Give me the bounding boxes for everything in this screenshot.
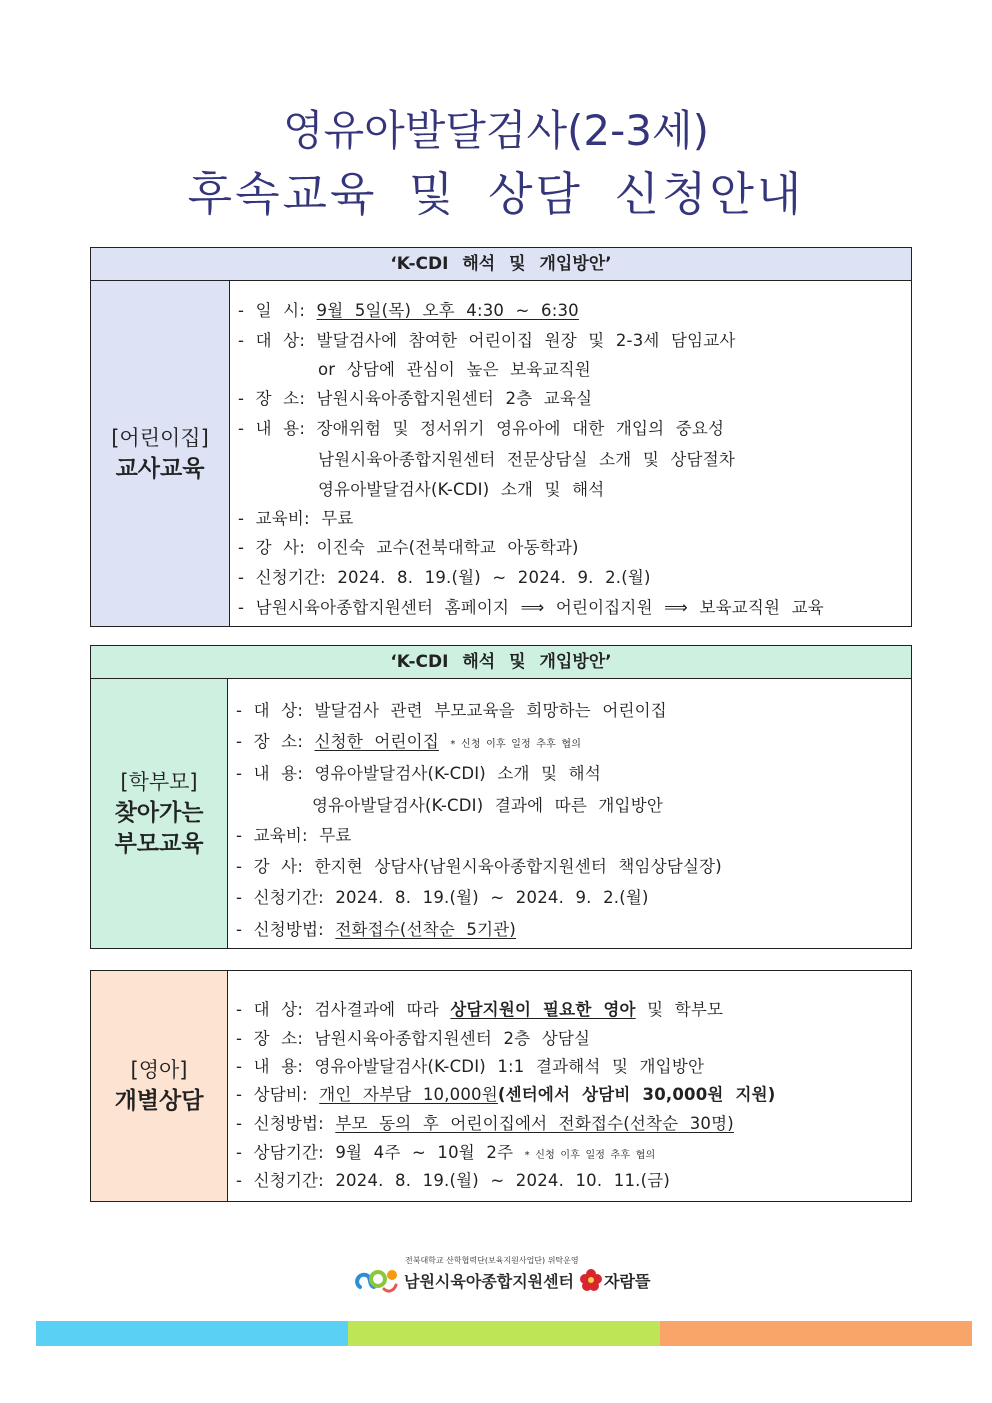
consult-label: - 상담기간: 9월 4주 ~ 10월 2주	[236, 1143, 514, 1162]
detail-lecturer: - 강 사: 이진숙 교수(전북대학교 아동학과)	[238, 538, 579, 557]
detail-content: - 내 용: 영유아발달검사(K-CDI) 1:1 결과해석 및 개입방안	[236, 1057, 705, 1076]
section-details	[228, 679, 911, 948]
side-tag: [어린이집]	[111, 425, 209, 450]
footer-bar-green	[348, 1321, 660, 1346]
detail-target: - 대 상: 발달검사 관련 부모교육을 희망하는 어린이집	[236, 701, 667, 720]
section-parent-education	[90, 645, 912, 949]
detail-fee	[236, 1081, 775, 1105]
detail-content-2: 영유아발달검사(K-CDI) 결과에 따른 개입방안	[312, 796, 663, 815]
footer-bar-blue	[36, 1321, 348, 1346]
detail-date	[238, 297, 579, 321]
section-teacher-education	[90, 247, 912, 627]
footer-center-name: 남원시육아종합지원센터	[404, 1271, 575, 1291]
detail-place: - 장 소: 남원시육아종합지원센터 2층 상담실	[236, 1029, 591, 1048]
section-side-label	[91, 679, 228, 948]
detail-period: - 신청기간: 2024. 8. 19.(월) ~ 2024. 9. 2.(월)	[238, 568, 651, 587]
section-header: ‘K-CDI 해석 및 개입방안’	[91, 248, 911, 281]
section-details	[230, 281, 911, 626]
content-value: 장애위험 및 정서위기 영유아에 대한 개입의 중요성	[316, 419, 725, 438]
detail-period: - 신청기간: 2024. 8. 19.(월) ~ 2024. 10. 11.(금)	[236, 1171, 671, 1190]
place-note: * 신청 이후 일정 추후 협의	[450, 739, 582, 750]
detail-fee: - 교육비: 무료	[236, 826, 352, 845]
method-value: 부모 동의 후 어린이집에서 전화접수(선착순 30명)	[335, 1114, 734, 1133]
fee-value: 개인 자부담 10,000원	[319, 1085, 498, 1104]
target-value: 발달검사에 참여한 어린이집 원장 및 2-3세 담임교사	[316, 331, 736, 350]
method-label: - 신청방법:	[236, 1114, 324, 1133]
section-details	[228, 971, 911, 1201]
footer-operator: 전북대학교 산학협력단(보육지원사업단) 위탁운영	[405, 1256, 579, 1265]
detail-content-2: 남원시육아종합지원센터 전문상담실 소개 및 상담절차	[318, 450, 735, 469]
side-name-1: 찾아가는	[114, 800, 204, 826]
side-name: 교사교육	[115, 455, 205, 482]
date-value: 9월 5일(목) 오후 4:30 ~ 6:30	[316, 301, 579, 320]
detail-consult-period	[236, 1139, 655, 1163]
target-bold: 상담지원이 필요한 영아	[450, 1000, 636, 1019]
flower-icon	[580, 1269, 602, 1291]
date-label: - 일 시:	[238, 301, 306, 320]
title-line-2: 후속교육 및 상담 신청안내	[187, 167, 805, 221]
detail-fee: - 교육비: 무료	[238, 509, 354, 528]
section-individual-counseling	[90, 970, 912, 1202]
title-line-1: 영유아발달검사(2-3세)	[283, 106, 709, 155]
place-value: 남원시육아종합지원센터 2층 교육실	[316, 389, 593, 408]
detail-method	[236, 916, 516, 940]
content-value: 영유아발달검사(K-CDI) 소개 및 해석	[314, 764, 601, 783]
consult-note: * 신청 이후 일정 추후 협의	[524, 1150, 656, 1161]
fee-label: - 상담비:	[236, 1085, 308, 1104]
method-label: - 신청방법:	[236, 920, 324, 939]
place-value: 신청한 어린이집	[314, 732, 439, 751]
target-label: - 대 상:	[238, 331, 306, 350]
section-side-label	[91, 281, 230, 626]
detail-content	[236, 760, 601, 784]
method-value: 전화접수(선착순 5기관)	[335, 920, 517, 939]
center-logo-icon	[354, 1265, 400, 1295]
detail-content	[238, 415, 724, 439]
place-label: - 장 소:	[236, 732, 304, 751]
target-label: - 대 상: 검사결과에 따라	[236, 1000, 439, 1019]
detail-target-cont: or 상담에 관심이 높은 보육교직원	[318, 360, 591, 379]
fee-bold: (센터에서 상담비 30,000원 지원)	[497, 1085, 776, 1104]
detail-target	[236, 996, 723, 1020]
target-tail: 및 학부모	[647, 1000, 724, 1019]
section-side-label	[91, 971, 228, 1201]
detail-place	[238, 385, 592, 409]
footer-bar-orange	[660, 1321, 972, 1346]
side-tag: [영아]	[130, 1058, 188, 1082]
section-header: ‘K-CDI 해석 및 개입방안’	[91, 646, 911, 679]
detail-lecturer: - 강 사: 한지현 상담사(남원시육아종합지원센터 책임상담실장)	[236, 857, 722, 876]
content-label: - 내 용:	[236, 764, 304, 783]
footer-brand: 자람뜰	[604, 1271, 651, 1291]
detail-method	[236, 1110, 734, 1134]
detail-period: - 신청기간: 2024. 8. 19.(월) ~ 2024. 9. 2.(월)	[236, 888, 649, 907]
side-name: 개별상담	[114, 1088, 204, 1114]
footer-logo	[354, 1265, 650, 1295]
detail-target	[238, 327, 736, 351]
detail-place	[236, 728, 581, 752]
detail-method: - 남원시육아종합지원센터 홈페이지 ⟹ 어린이집지원 ⟹ 보육교직원 교육	[238, 598, 824, 617]
detail-content-3: 영유아발달검사(K-CDI) 소개 및 해석	[318, 480, 605, 499]
side-name-2: 부모교육	[114, 831, 204, 857]
place-label: - 장 소:	[238, 389, 306, 408]
side-tag: [학부모]	[120, 770, 198, 794]
content-label: - 내 용:	[238, 419, 306, 438]
